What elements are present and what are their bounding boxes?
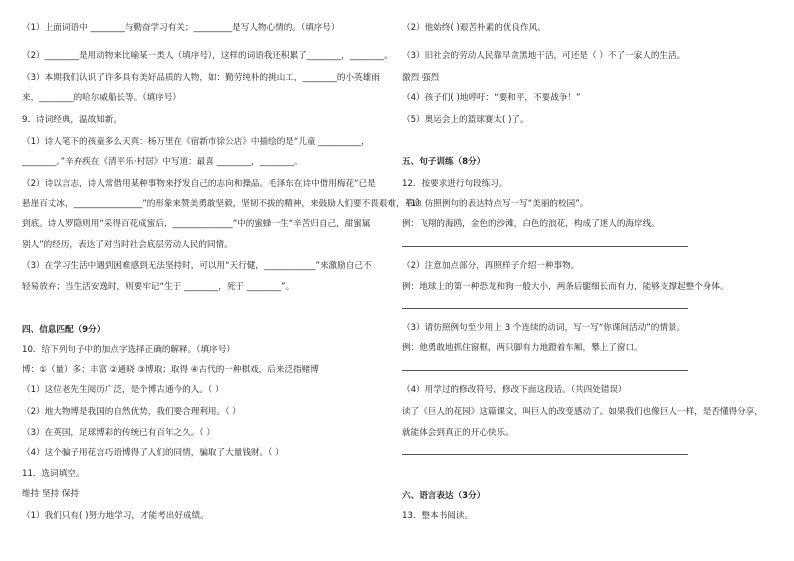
answer-line[interactable]: [402, 308, 688, 309]
question-text: （1）我们只有( )努力地学习，才能考出好成绩。: [22, 511, 209, 521]
question-text: （2）地大物博是我国的自然优势，我们要合理利用。（ ）: [22, 407, 241, 417]
question-text: 悬崖百丈冰，________________”的形象来赞美勇敢坚毅，坚韧不拔的精神，来鼓励人们要不畏艰难，革命: [22, 199, 422, 209]
question-text: （2）________是用动物来比喻某一类人（填序号），这样的词语我还积累了________，________。: [22, 51, 393, 61]
word-choices: 维持 坚持 保持: [22, 489, 80, 499]
section-heading: 五、句子训练（8分）: [402, 157, 486, 167]
answer-line[interactable]: [402, 246, 688, 247]
question-text: （3）本期我们认识了许多具有美好品质的人物，如：勤劳纯朴的挑山工，________的小英雄雨: [22, 73, 380, 83]
word-choices: 激烈 强烈: [402, 73, 440, 83]
question-text: （3）旧社会的劳动人民靠早贪黑地干活，可还是（ ）不了一家人的生活。: [402, 51, 686, 61]
question-text: 到底。诗人罗隐则用“采得百花成蜜后，______________”中的蜜蜂一生“辛苦归自己，甜蜜属: [22, 219, 371, 229]
answer-line[interactable]: [402, 454, 688, 455]
passage-text: 就能体会到真正的开心快乐。: [402, 428, 514, 438]
question-text: （1）上面词语中 ________与勤奋学习有关；_________是写人物心情的。（填序号）: [22, 23, 340, 33]
definition-line: 博：①（量）多；丰富 ②通晓 ③博取；取得 ④古代的一种棋戏，后来泛指赌博: [22, 365, 319, 375]
question-text: 轻易放弃；当生活安逸时，则要牢记“生于 ________，死于 ________”。: [22, 282, 295, 292]
question-text: （2）诗以言志，诗人常借用某种事物来抒发自己的志向和操品。毛泽东在诗中借用梅花“已是: [22, 179, 376, 189]
answer-line[interactable]: [402, 370, 688, 371]
question-heading: 10．给下列句子中的加点字选择正确的解释。（填序号）: [22, 345, 235, 355]
question-heading: 9．诗词经典，温故知新。: [22, 115, 122, 125]
question-text: ________。”辛弃疾在《清平乐·村居》中写道：最喜 ________，________。: [22, 157, 303, 167]
question-text: （1）这位老先生阅历广泛，是个博古通今的人。（ ）: [22, 385, 224, 395]
question-text: （3）请仿照例句至少用上 3 个连续的动词，写一写“你课间活动”的情景。: [402, 323, 686, 333]
example-text: 例：飞翔的海鸥，金色的沙滩，白色的浪花，构成了迷人的海岸线。: [402, 219, 660, 229]
question-text: （2）注意加点部分，再照样子介绍一种事物。: [402, 261, 580, 271]
question-text: （4）这个骗子用花言巧语博得了人们的同情，骗取了大量钱财。（ ）: [22, 448, 284, 458]
question-text: （3）在学习生活中遇到困难感到无法坚持时，可以用“天行健，____________”来激励自己不: [22, 261, 372, 271]
question-heading: 12．按要求进行句段练习。: [402, 179, 508, 189]
question-heading: 11．选词填空。: [22, 469, 85, 479]
question-text: （4）孩子们( )地呼吁：“要和平，不要战争！”: [402, 93, 581, 103]
question-heading: 13．整本书阅读。: [402, 511, 474, 521]
passage-text: 读了《巨人的花园》这篇课文，叫巨人的改变感动了。如果我们也像巨人一样，是否懂得分享，: [402, 407, 763, 417]
question-text: （1）诗人笔下的孩童多么天真：杨万里在《宿新市徐公店》中描绘的是“儿童 __________，: [22, 137, 370, 147]
example-text: 例：他勇敢地抓住窗框，两只脚有力地蹬着车厢，攀上了窗口。: [402, 343, 643, 353]
question-text: （2）他始终( )艰苦朴素的优良作风。: [402, 23, 546, 33]
question-text: （1）仿照例句的表达特点写一写“美丽的校园”。: [402, 199, 589, 209]
section-heading: 六、语言表达（3分）: [402, 491, 486, 501]
question-text: （4）用学过的修改符号，修改下面这段话。（共四处错误）: [402, 385, 627, 395]
example-text: 例：地球上的第一种恐龙和狗一般大小，两条后腿细长而有力，能够支撑起整个身体。: [402, 282, 729, 292]
section-heading: 四、信息匹配（9分）: [22, 325, 106, 335]
question-text: 别人”的经历，表达了对当时社会底层劳动人民的同情。: [22, 240, 233, 250]
question-text: 来，________的哈尔威船长等。（填序号）: [22, 93, 181, 103]
question-text: （5）奥运会上的篮球赛太( )了。: [402, 115, 529, 125]
question-text: （3）在英国，足球博彩的传统已有百年之久。（ ）: [22, 428, 215, 438]
